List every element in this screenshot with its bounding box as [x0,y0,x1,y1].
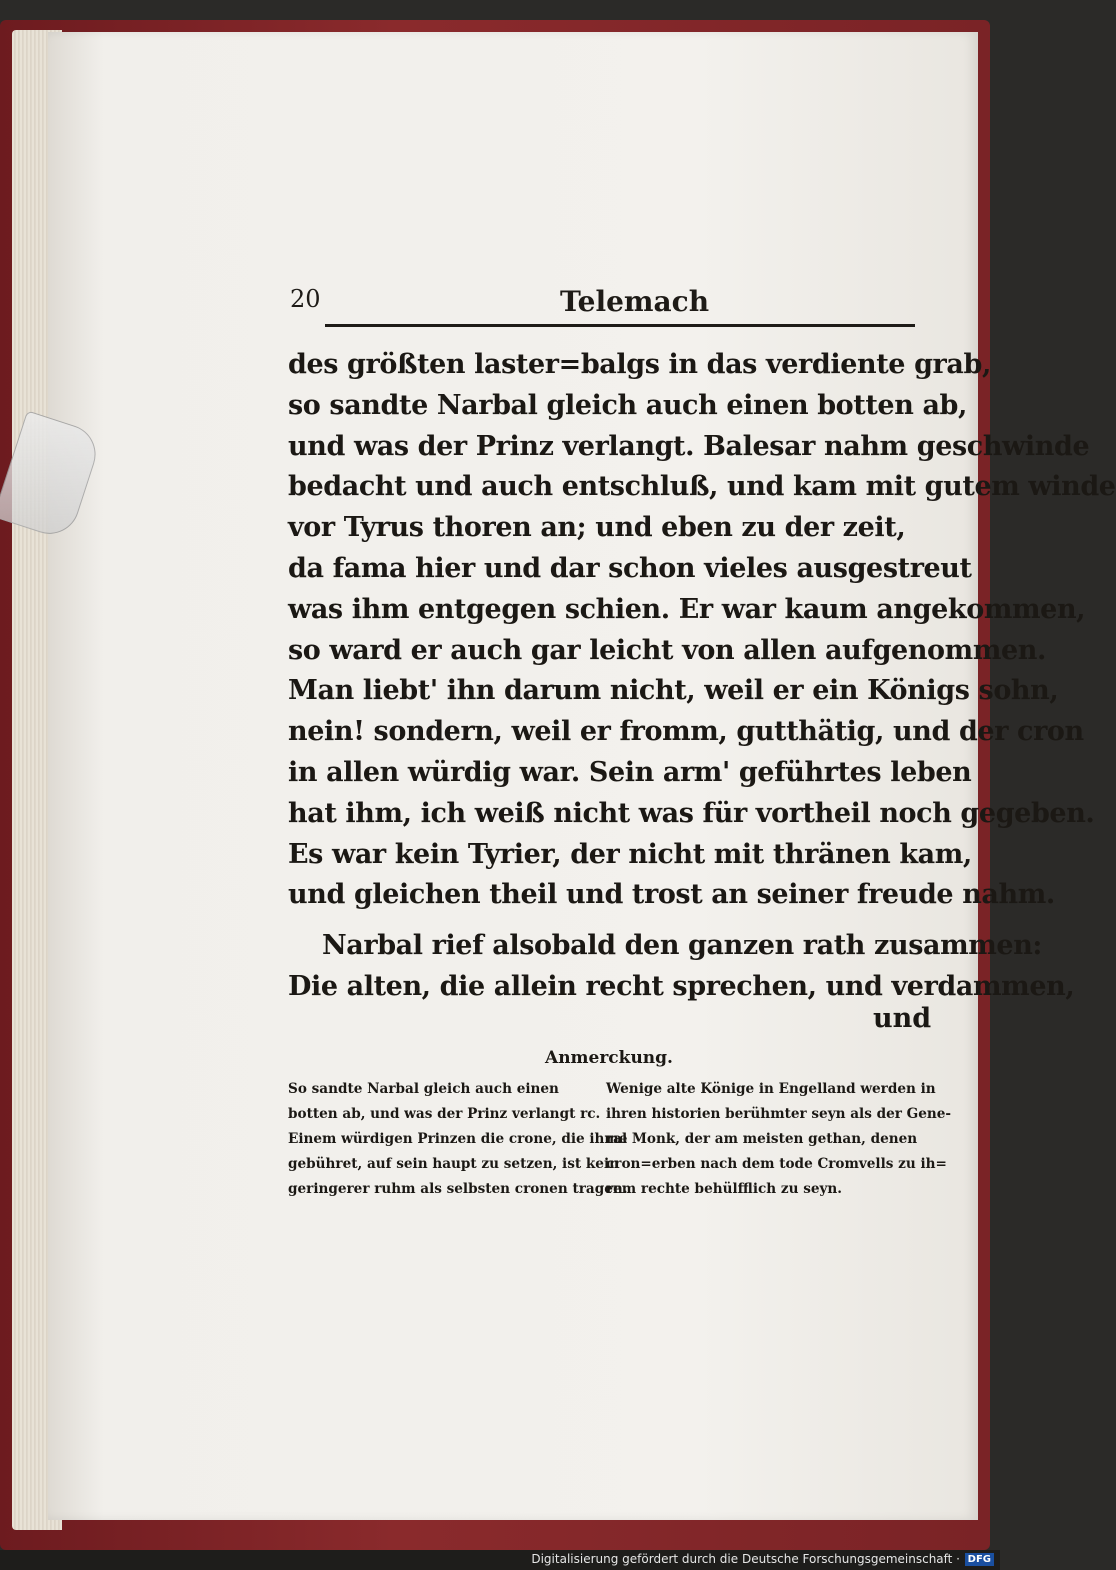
note-line: gebühret, auf sein haupt zu setzen, ist kein [288,1156,620,1172]
note-line: Wenige alte Könige in Engelland werden in [606,1081,936,1097]
text-line: bedacht und auch entschluß, und kam mit gutem winde [288,471,1116,503]
text-line: Narbal rief alsobald den ganzen rath zusammen: [322,930,1043,962]
text-line: nein! sondern, weil er fromm, gutthätig, und der cron [288,716,1084,748]
text-line: Es war kein Tyrier, der nicht mit thränen kam, [288,838,972,870]
note-line: cron=erben nach dem tode Cromvells zu ih= [606,1156,947,1172]
running-title: Telemach [560,285,710,318]
text-line: Die alten, die allein recht sprechen, und verdammen, [288,970,1075,1002]
text-line: und gleichen theil und trost an seiner freude nahm. [288,879,1055,911]
text-line: da fama hier und dar schon vieles ausgestreut [288,552,972,584]
note-line: botten ab, und was der Prinz verlangt rc. [288,1106,601,1122]
note-line: So sandte Narbal gleich auch einen [288,1081,559,1097]
text-line: vor Tyrus thoren an; und eben zu der zeit, [288,512,906,544]
text-line: hat ihm, ich weiß nicht was für vortheil noch gegeben. [288,797,1095,829]
note-line: ihren historien berühmter seyn als der Gene- [606,1106,952,1122]
note-heading: Anmerckung. [545,1048,673,1068]
page-header [290,285,915,325]
note-line: geringerer ruhm als selbsten cronen tragen. [288,1181,628,1197]
dfg-logo-icon: DFG [965,1553,994,1566]
text-line: Man liebt' ihn darum nicht, weil er ein Königs sohn, [288,675,1059,707]
footer-bar [0,1550,1000,1570]
note-right-column [606,1077,952,1202]
text-line: was ihm entgegen schien. Er war kaum angekommen, [288,593,1086,625]
header-rule [325,324,915,327]
text-line: so sandte Narbal gleich auch einen botten ab, [288,389,968,421]
text-line: so ward er auch gar leicht von allen aufgenommen. [288,634,1047,666]
note-left-column [288,1077,628,1202]
funding-credit: Digitalisierung gefördert durch die Deutsche Forschungsgemeinschaft · [531,1552,960,1566]
text-line: und was der Prinz verlangt. Balesar nahm geschwinde [288,430,1090,462]
body-text [288,345,1116,1008]
note-line: Einem würdigen Prinzen die crone, die ihme [288,1131,628,1147]
note-line: ral Monk, der am meisten gethan, denen [606,1131,918,1147]
page-number: 20 [290,285,321,313]
text-line: in allen würdig war. Sein arm' geführtes leben [288,756,972,788]
note-line: rem rechte behülfflich zu seyn. [606,1181,843,1197]
catchword: und [873,1003,932,1034]
text-line: des größten laster=balgs in das verdiente grab, [288,349,991,380]
